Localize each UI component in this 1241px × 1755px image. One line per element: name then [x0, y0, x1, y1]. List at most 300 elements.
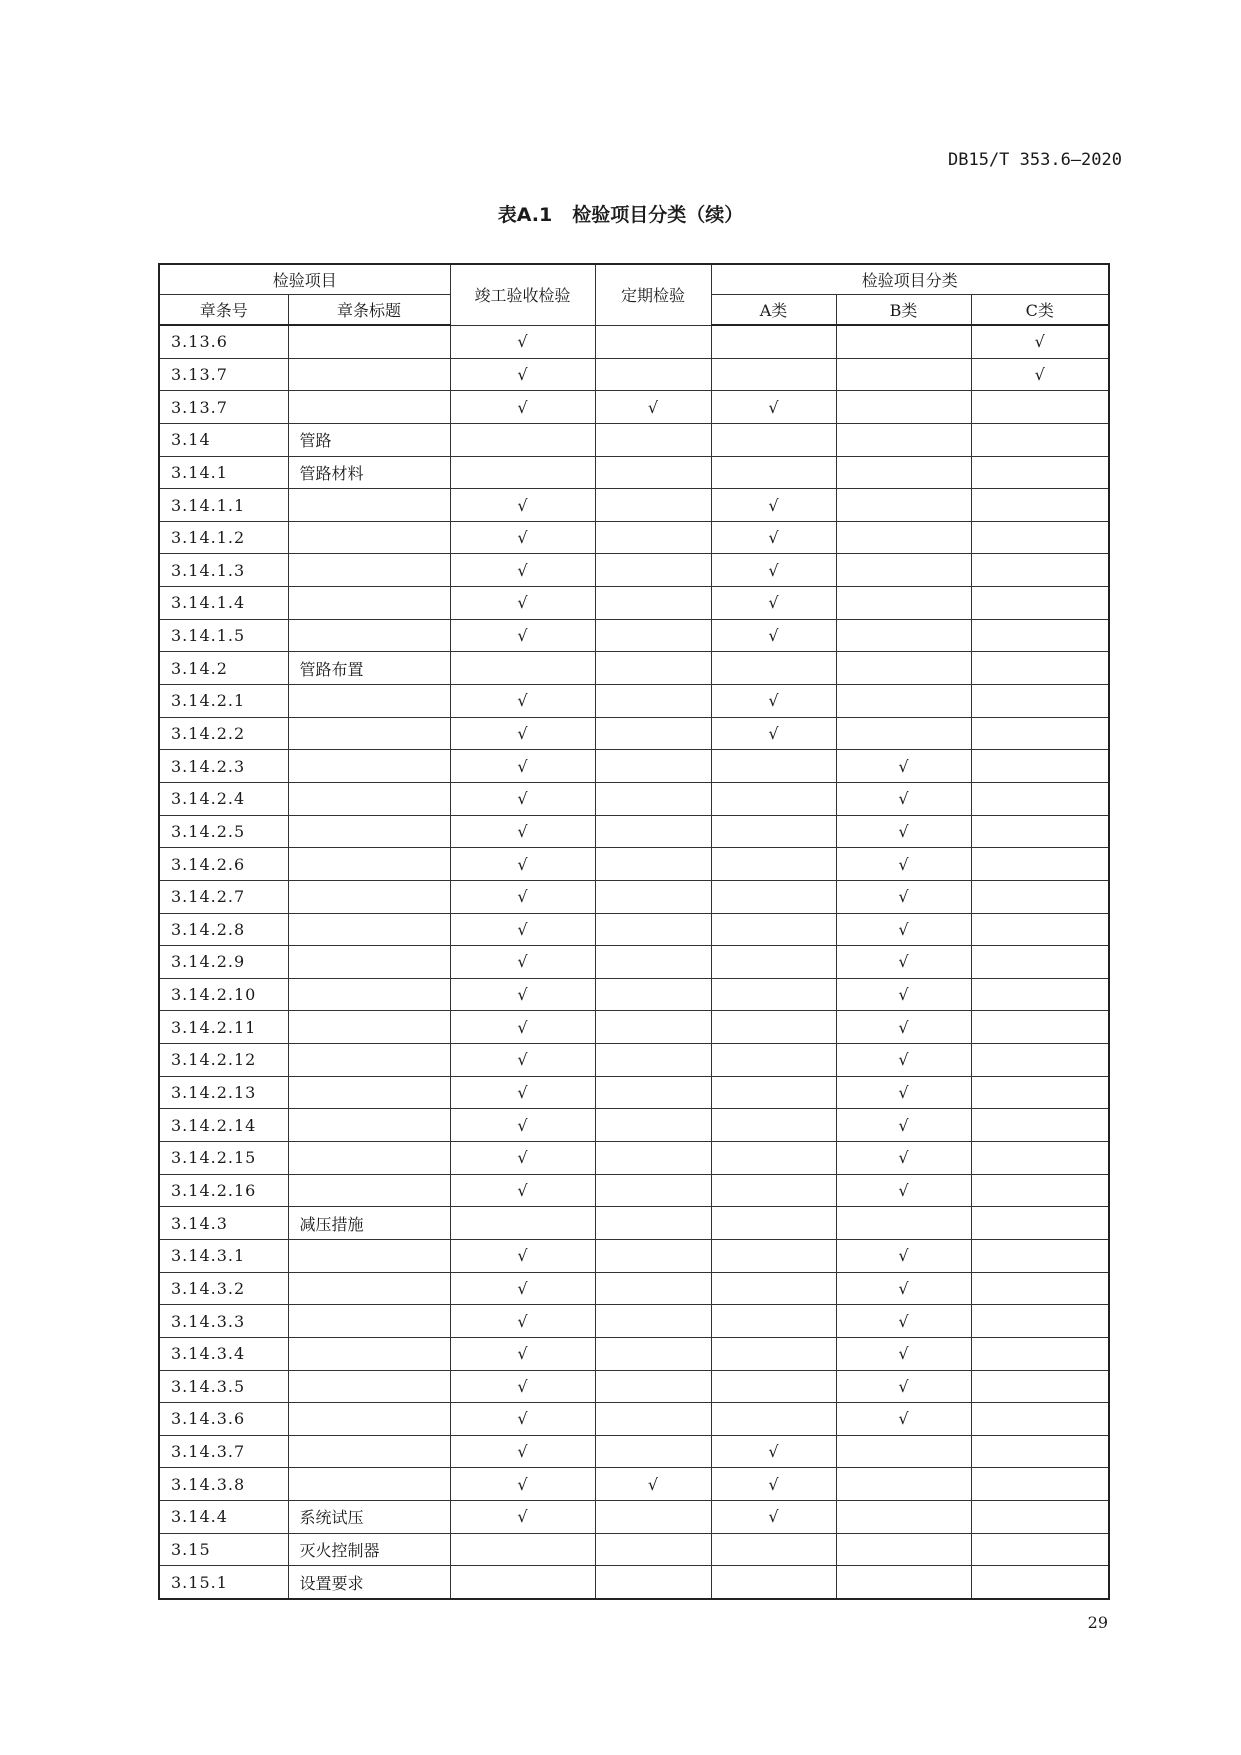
class-c-check-cell: √: [971, 358, 1109, 391]
periodic-check-cell: [595, 1337, 711, 1370]
class-b-check-cell: [836, 325, 971, 358]
class-c-check-cell: [971, 685, 1109, 718]
class-b-check-cell: √: [836, 1337, 971, 1370]
clause-title-cell: [288, 1468, 450, 1501]
clause-number-cell: 3.14.2.14: [159, 1109, 288, 1142]
completion-check-cell: √: [450, 391, 595, 424]
class-c-check-cell: [971, 1435, 1109, 1468]
periodic-check-cell: [595, 946, 711, 979]
class-a-check-cell: [711, 880, 836, 913]
clause-number-cell: 3.13.6: [159, 325, 288, 358]
clause-title-cell: [288, 913, 450, 946]
class-b-check-cell: √: [836, 1370, 971, 1403]
periodic-check-cell: [595, 1109, 711, 1142]
completion-check-cell: √: [450, 1076, 595, 1109]
periodic-check-cell: [595, 1435, 711, 1468]
clause-number-cell: 3.14.1.1: [159, 489, 288, 522]
completion-check-cell: √: [450, 1305, 595, 1338]
class-c-check-cell: [971, 587, 1109, 620]
periodic-check-cell: [595, 1239, 711, 1272]
clause-title-cell: [288, 1370, 450, 1403]
periodic-check-cell: √: [595, 391, 711, 424]
class-a-check-cell: √: [711, 489, 836, 522]
clause-title-cell: [288, 1142, 450, 1175]
periodic-check-cell: [595, 1272, 711, 1305]
completion-check-cell: √: [450, 521, 595, 554]
class-b-check-cell: √: [836, 1239, 971, 1272]
clause-number-cell: 3.14.3.3: [159, 1305, 288, 1338]
clause-title-cell: [288, 358, 450, 391]
clause-number-cell: 3.14.2.5: [159, 815, 288, 848]
class-c-check-cell: [971, 880, 1109, 913]
class-c-check-cell: [971, 456, 1109, 489]
class-a-check-cell: [711, 456, 836, 489]
clause-title-cell: [288, 782, 450, 815]
class-b-check-cell: [836, 717, 971, 750]
clause-number-cell: 3.14.3.8: [159, 1468, 288, 1501]
clause-number-cell: 3.14.2.4: [159, 782, 288, 815]
periodic-check-cell: [595, 1044, 711, 1077]
table-row: [159, 521, 1109, 554]
class-c-check-cell: [971, 913, 1109, 946]
clause-number-cell: 3.14.1.3: [159, 554, 288, 587]
clause-title-cell: [288, 978, 450, 1011]
clause-title-cell: [288, 521, 450, 554]
periodic-check-cell: [595, 619, 711, 652]
clause-title-cell: [288, 391, 450, 424]
completion-check-cell: √: [450, 848, 595, 881]
clause-number-cell: 3.15: [159, 1533, 288, 1566]
clause-number-cell: 3.14.2.15: [159, 1142, 288, 1175]
clause-number-cell: 3.14.1.2: [159, 521, 288, 554]
completion-check-cell: √: [450, 587, 595, 620]
clause-number-cell: 3.14.2.16: [159, 1174, 288, 1207]
clause-number-cell: 3.14.2.7: [159, 880, 288, 913]
class-c-check-cell: [971, 815, 1109, 848]
table-row: [159, 782, 1109, 815]
class-c-check-cell: √: [971, 325, 1109, 358]
completion-check-cell: [450, 1207, 595, 1240]
completion-check-cell: [450, 423, 595, 456]
class-b-check-cell: [836, 456, 971, 489]
clause-title-cell: [288, 1435, 450, 1468]
completion-check-cell: √: [450, 815, 595, 848]
completion-check-cell: [450, 1533, 595, 1566]
class-a-check-cell: [711, 652, 836, 685]
clause-title-cell: [288, 946, 450, 979]
header-item-classification: 检验项目分类: [711, 264, 1109, 295]
periodic-check-cell: [595, 1566, 711, 1599]
clause-number-cell: 3.14.2: [159, 652, 288, 685]
class-a-check-cell: [711, 1109, 836, 1142]
table-row: [159, 391, 1109, 424]
completion-check-cell: √: [450, 489, 595, 522]
periodic-check-cell: [595, 750, 711, 783]
class-a-check-cell: [711, 978, 836, 1011]
table-row: [159, 1501, 1109, 1534]
class-c-check-cell: [971, 1566, 1109, 1599]
completion-check-cell: [450, 456, 595, 489]
clause-number-cell: 3.14.2.9: [159, 946, 288, 979]
class-b-check-cell: √: [836, 1076, 971, 1109]
table-row: [159, 652, 1109, 685]
table-title: [0, 200, 1241, 227]
class-b-check-cell: √: [836, 1044, 971, 1077]
table-row: [159, 880, 1109, 913]
class-b-check-cell: √: [836, 750, 971, 783]
periodic-check-cell: [595, 1142, 711, 1175]
class-c-check-cell: [971, 1239, 1109, 1272]
clause-number-cell: 3.14.3.6: [159, 1403, 288, 1436]
table-row: [159, 1305, 1109, 1338]
class-c-check-cell: [971, 1076, 1109, 1109]
class-c-check-cell: [971, 1142, 1109, 1175]
class-b-check-cell: √: [836, 946, 971, 979]
completion-check-cell: √: [450, 1011, 595, 1044]
header-periodic-inspection: 定期检验: [595, 264, 711, 325]
clause-title-cell: 管路布置: [288, 652, 450, 685]
clause-title-cell: [288, 1337, 450, 1370]
class-b-check-cell: [836, 652, 971, 685]
class-a-check-cell: [711, 946, 836, 979]
class-c-check-cell: [971, 1272, 1109, 1305]
completion-check-cell: [450, 1566, 595, 1599]
clause-title-cell: [288, 489, 450, 522]
periodic-check-cell: [595, 521, 711, 554]
completion-check-cell: √: [450, 325, 595, 358]
class-a-check-cell: [711, 358, 836, 391]
clause-number-cell: 3.14.3.7: [159, 1435, 288, 1468]
class-b-check-cell: [836, 489, 971, 522]
table-row: [159, 1468, 1109, 1501]
table-row: [159, 554, 1109, 587]
class-a-check-cell: [711, 848, 836, 881]
periodic-check-cell: [595, 1011, 711, 1044]
clause-number-cell: 3.14.2.3: [159, 750, 288, 783]
completion-check-cell: [450, 652, 595, 685]
periodic-check-cell: [595, 978, 711, 1011]
class-a-check-cell: [711, 1076, 836, 1109]
clause-title-cell: [288, 587, 450, 620]
periodic-check-cell: [595, 1305, 711, 1338]
class-b-check-cell: √: [836, 1109, 971, 1142]
class-c-check-cell: [971, 1337, 1109, 1370]
clause-number-cell: 3.13.7: [159, 358, 288, 391]
class-c-check-cell: [971, 652, 1109, 685]
class-a-check-cell: [711, 750, 836, 783]
header-class-a: A类: [711, 295, 836, 326]
class-b-check-cell: √: [836, 1272, 971, 1305]
class-c-check-cell: [971, 423, 1109, 456]
clause-number-cell: 3.14.2.8: [159, 913, 288, 946]
table-row: [159, 1109, 1109, 1142]
periodic-check-cell: [595, 1370, 711, 1403]
clause-number-cell: 3.14.2.2: [159, 717, 288, 750]
class-a-check-cell: √: [711, 391, 836, 424]
table-row: [159, 815, 1109, 848]
class-a-check-cell: [711, 1174, 836, 1207]
periodic-check-cell: [595, 1501, 711, 1534]
table-row: [159, 1370, 1109, 1403]
completion-check-cell: √: [450, 1239, 595, 1272]
class-b-check-cell: [836, 587, 971, 620]
document-code: DB15/T 353.6—2020: [948, 150, 1122, 170]
clause-title-cell: [288, 1305, 450, 1338]
clause-title-cell: [288, 815, 450, 848]
table-caption: 检验项目分类（续）: [572, 204, 744, 226]
class-b-check-cell: [836, 554, 971, 587]
class-b-check-cell: [836, 1435, 971, 1468]
class-b-check-cell: [836, 1501, 971, 1534]
clause-number-cell: 3.14.2.11: [159, 1011, 288, 1044]
class-a-check-cell: √: [711, 1501, 836, 1534]
clause-title-cell: 系统试压: [288, 1501, 450, 1534]
class-a-check-cell: [711, 423, 836, 456]
periodic-check-cell: √: [595, 1468, 711, 1501]
clause-number-cell: 3.14.3: [159, 1207, 288, 1240]
class-c-check-cell: [971, 946, 1109, 979]
class-b-check-cell: [836, 521, 971, 554]
table-row: [159, 685, 1109, 718]
completion-check-cell: √: [450, 782, 595, 815]
periodic-check-cell: [595, 489, 711, 522]
class-a-check-cell: [711, 1239, 836, 1272]
clause-title-cell: [288, 1272, 450, 1305]
clause-title-cell: [288, 1076, 450, 1109]
clause-number-cell: 3.14.1.5: [159, 619, 288, 652]
periodic-check-cell: [595, 423, 711, 456]
periodic-check-cell: [595, 1174, 711, 1207]
class-a-check-cell: √: [711, 1468, 836, 1501]
class-b-check-cell: √: [836, 1174, 971, 1207]
periodic-check-cell: [595, 1533, 711, 1566]
class-c-check-cell: [971, 1501, 1109, 1534]
class-b-check-cell: [836, 1566, 971, 1599]
clause-title-cell: [288, 1044, 450, 1077]
clause-title-cell: 设置要求: [288, 1566, 450, 1599]
periodic-check-cell: [595, 587, 711, 620]
class-b-check-cell: [836, 619, 971, 652]
periodic-check-cell: [595, 1403, 711, 1436]
table-row: [159, 1403, 1109, 1436]
clause-title-cell: 管路材料: [288, 456, 450, 489]
table-row: [159, 1566, 1109, 1599]
completion-check-cell: √: [450, 1468, 595, 1501]
class-b-check-cell: √: [836, 1142, 971, 1175]
clause-title-cell: [288, 1403, 450, 1436]
periodic-check-cell: [595, 782, 711, 815]
completion-check-cell: √: [450, 619, 595, 652]
table-row: [159, 750, 1109, 783]
class-c-check-cell: [971, 1533, 1109, 1566]
clause-number-cell: 3.14.3.1: [159, 1239, 288, 1272]
clause-number-cell: 3.14.4: [159, 1501, 288, 1534]
class-c-check-cell: [971, 1403, 1109, 1436]
class-a-check-cell: [711, 325, 836, 358]
class-a-check-cell: √: [711, 717, 836, 750]
clause-number-cell: 3.14.2.6: [159, 848, 288, 881]
class-b-check-cell: √: [836, 848, 971, 881]
class-a-check-cell: [711, 1011, 836, 1044]
class-c-check-cell: [971, 1305, 1109, 1338]
class-c-check-cell: [971, 782, 1109, 815]
class-c-check-cell: [971, 1207, 1109, 1240]
completion-check-cell: √: [450, 1403, 595, 1436]
completion-check-cell: √: [450, 685, 595, 718]
completion-check-cell: √: [450, 1272, 595, 1305]
header-inspection-item: 检验项目: [159, 264, 450, 295]
inspection-items-table: [158, 263, 1110, 1600]
clause-title-cell: [288, 717, 450, 750]
periodic-check-cell: [595, 685, 711, 718]
table-row: [159, 587, 1109, 620]
clause-number-cell: 3.14.2.1: [159, 685, 288, 718]
table-row: [159, 1011, 1109, 1044]
clause-title-cell: 灭火控制器: [288, 1533, 450, 1566]
table-row: [159, 946, 1109, 979]
periodic-check-cell: [595, 456, 711, 489]
periodic-check-cell: [595, 815, 711, 848]
header-class-b: B类: [836, 295, 971, 326]
class-a-check-cell: [711, 1370, 836, 1403]
clause-number-cell: 3.14.1: [159, 456, 288, 489]
class-b-check-cell: [836, 1533, 971, 1566]
table-row: [159, 1435, 1109, 1468]
header-clause-number: 章条号: [159, 295, 288, 326]
table-row: [159, 1272, 1109, 1305]
periodic-check-cell: [595, 880, 711, 913]
class-a-check-cell: √: [711, 521, 836, 554]
class-b-check-cell: √: [836, 1011, 971, 1044]
class-b-check-cell: √: [836, 913, 971, 946]
periodic-check-cell: [595, 325, 711, 358]
class-b-check-cell: [836, 358, 971, 391]
completion-check-cell: √: [450, 1174, 595, 1207]
table-row: [159, 489, 1109, 522]
class-a-check-cell: [711, 1207, 836, 1240]
class-b-check-cell: [836, 423, 971, 456]
clause-number-cell: 3.14.1.4: [159, 587, 288, 620]
class-a-check-cell: [711, 1533, 836, 1566]
table-row: [159, 1142, 1109, 1175]
periodic-check-cell: [595, 358, 711, 391]
class-b-check-cell: [836, 1207, 971, 1240]
class-c-check-cell: [971, 978, 1109, 1011]
clause-title-cell: [288, 1011, 450, 1044]
periodic-check-cell: [595, 652, 711, 685]
clause-number-cell: 3.13.7: [159, 391, 288, 424]
clause-title-cell: [288, 685, 450, 718]
clause-title-cell: [288, 1239, 450, 1272]
class-b-check-cell: √: [836, 1305, 971, 1338]
class-c-check-cell: [971, 489, 1109, 522]
table-body: [159, 325, 1109, 1599]
class-c-check-cell: [971, 1044, 1109, 1077]
completion-check-cell: √: [450, 717, 595, 750]
clause-number-cell: 3.14: [159, 423, 288, 456]
clause-title-cell: [288, 325, 450, 358]
class-b-check-cell: √: [836, 815, 971, 848]
table-row: [159, 1337, 1109, 1370]
class-c-check-cell: [971, 1370, 1109, 1403]
clause-title-cell: [288, 880, 450, 913]
clause-title-cell: [288, 1174, 450, 1207]
class-b-check-cell: [836, 685, 971, 718]
completion-check-cell: √: [450, 1337, 595, 1370]
completion-check-cell: √: [450, 1044, 595, 1077]
class-c-check-cell: [971, 1174, 1109, 1207]
periodic-check-cell: [595, 848, 711, 881]
class-a-check-cell: [711, 782, 836, 815]
class-c-check-cell: [971, 848, 1109, 881]
table-row: [159, 1207, 1109, 1240]
table-number: 表A.1: [497, 204, 553, 226]
periodic-check-cell: [595, 913, 711, 946]
completion-check-cell: √: [450, 1435, 595, 1468]
clause-number-cell: 3.14.3.2: [159, 1272, 288, 1305]
class-a-check-cell: [711, 1337, 836, 1370]
table-row: [159, 325, 1109, 358]
clause-number-cell: 3.14.2.12: [159, 1044, 288, 1077]
completion-check-cell: √: [450, 913, 595, 946]
class-c-check-cell: [971, 554, 1109, 587]
clause-title-cell: 管路: [288, 423, 450, 456]
class-c-check-cell: [971, 391, 1109, 424]
periodic-check-cell: [595, 717, 711, 750]
clause-title-cell: [288, 619, 450, 652]
class-a-check-cell: √: [711, 1435, 836, 1468]
completion-check-cell: √: [450, 880, 595, 913]
completion-check-cell: √: [450, 1109, 595, 1142]
completion-check-cell: √: [450, 750, 595, 783]
table-row: [159, 1533, 1109, 1566]
table-row: [159, 1044, 1109, 1077]
table-row: [159, 913, 1109, 946]
class-a-check-cell: √: [711, 685, 836, 718]
table-row: [159, 423, 1109, 456]
periodic-check-cell: [595, 1076, 711, 1109]
class-c-check-cell: [971, 1011, 1109, 1044]
class-c-check-cell: [971, 521, 1109, 554]
class-a-check-cell: √: [711, 554, 836, 587]
clause-title-cell: [288, 1109, 450, 1142]
clause-title-cell: [288, 554, 450, 587]
completion-check-cell: √: [450, 358, 595, 391]
class-b-check-cell: √: [836, 1403, 971, 1436]
class-b-check-cell: √: [836, 880, 971, 913]
clause-title-cell: 减压措施: [288, 1207, 450, 1240]
completion-check-cell: √: [450, 946, 595, 979]
class-a-check-cell: [711, 1566, 836, 1599]
table-row: [159, 978, 1109, 1011]
table-row: [159, 358, 1109, 391]
completion-check-cell: √: [450, 1142, 595, 1175]
class-a-check-cell: [711, 815, 836, 848]
periodic-check-cell: [595, 1207, 711, 1240]
clause-number-cell: 3.14.3.4: [159, 1337, 288, 1370]
class-a-check-cell: [711, 1403, 836, 1436]
table-row: [159, 1239, 1109, 1272]
class-c-check-cell: [971, 750, 1109, 783]
class-b-check-cell: √: [836, 782, 971, 815]
class-a-check-cell: [711, 1044, 836, 1077]
clause-number-cell: 3.15.1: [159, 1566, 288, 1599]
completion-check-cell: √: [450, 1370, 595, 1403]
page-number: 29: [1087, 1613, 1108, 1632]
clause-number-cell: 3.14.3.5: [159, 1370, 288, 1403]
class-a-check-cell: [711, 1305, 836, 1338]
completion-check-cell: √: [450, 1501, 595, 1534]
